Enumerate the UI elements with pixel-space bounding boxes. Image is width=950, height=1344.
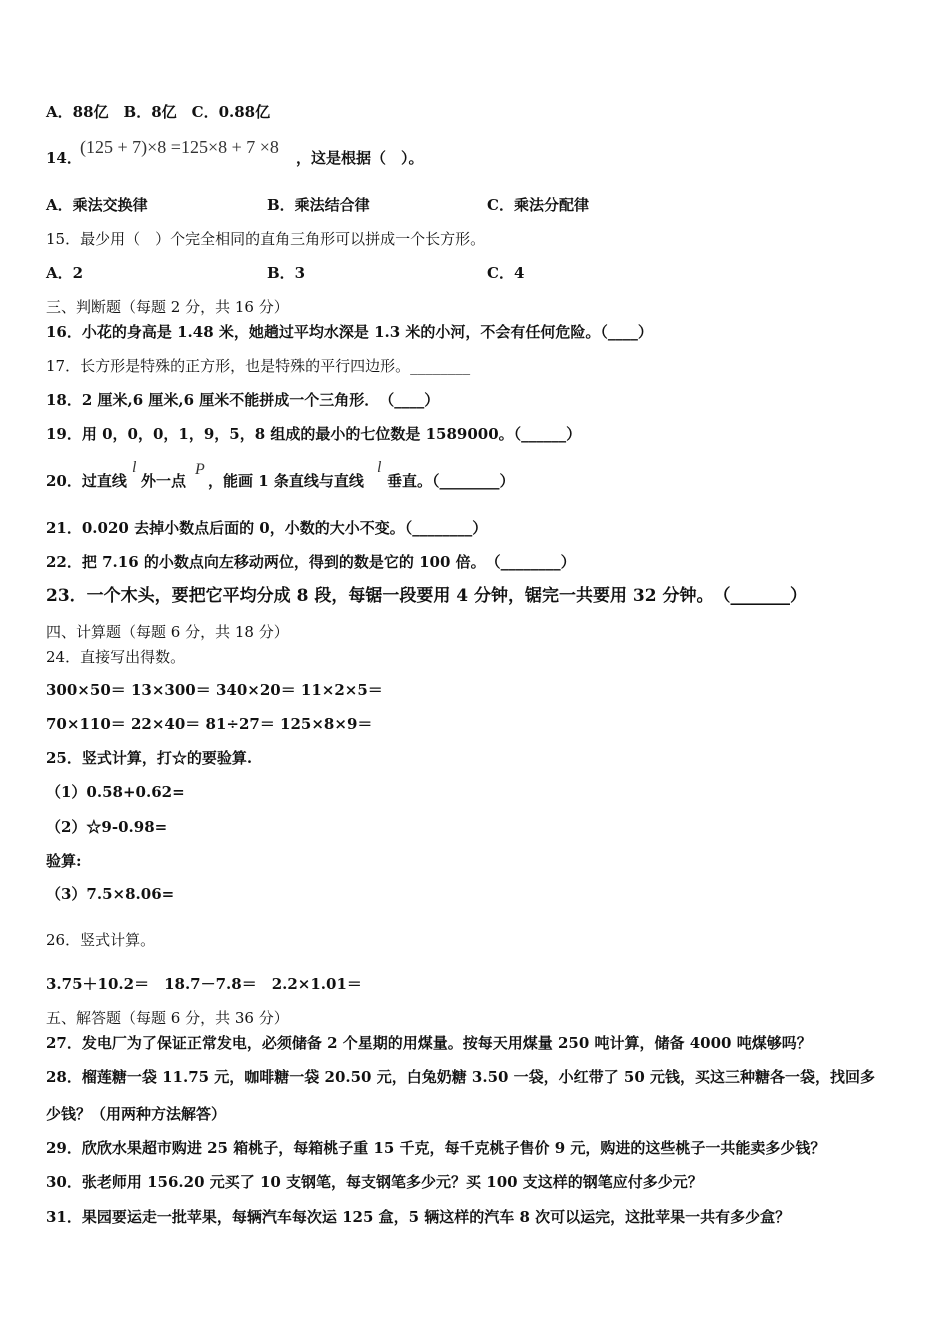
q20-part-b: 外一点 — [141, 472, 187, 490]
section-3-heading: 三、判断题（每题 2 分，共 16 分） — [46, 298, 289, 316]
section-4-heading: 四、计算题（每题 6 分，共 18 分） — [46, 623, 289, 641]
q25-check: 验算: — [46, 852, 82, 870]
q25-item-2: （2）☆9-0.98= — [46, 818, 168, 836]
q14-text: ，这是根据（ ）。 — [296, 149, 424, 167]
question-15: 15．最少用（ ）个完全相同的直角三角形可以拼成一个长方形。 — [46, 230, 486, 248]
question-30: 30．张老师用 156.20 元买了 10 支钢笔，每支钢笔多少元？买 100 支这样的钢笔应付多少元？ — [46, 1173, 703, 1191]
q24-row-2: 70×110＝ 22×40＝ 81÷27＝ 125×8×9＝ — [46, 715, 373, 733]
question-16: 16．小花的身高是 1.48 米，她趟过平均水深是 1.3 米的小河，不会有任何危险。（____） — [46, 323, 653, 341]
q20-var-l: l — [132, 459, 137, 476]
question-22: 22．把 7.16 的小数点向左移动两位，得到的数是它的 100 倍。 （________） — [46, 553, 576, 571]
q24-row-1: 300×50＝ 13×300＝ 340×20＝ 11×2×5＝ — [46, 681, 383, 699]
question-28-line-2: 少钱？（用两种方法解答） — [46, 1105, 227, 1123]
q15-option-c: C．4 — [487, 264, 525, 282]
q20-part-a: 20．过直线 — [46, 472, 127, 490]
q14-option-a: A．乘法交换律 — [46, 196, 148, 214]
question-21: 21．0.020 去掉小数点后面的 0，小数的大小不变。（________） — [46, 519, 488, 537]
question-19: 19．用 0，0，0，1，9，5，8 组成的最小的七位数是 1589000。（______） — [46, 425, 582, 443]
question-24: 24．直接写出得数。 — [46, 648, 186, 666]
q14-number: 14． — [46, 149, 82, 167]
section-5-heading: 五、解答题（每题 6 分，共 36 分） — [46, 1009, 289, 1027]
q14-formula: (125 + 7)×8 =125×8 + 7 ×8 — [80, 137, 279, 157]
question-26: 26．竖式计算。 — [46, 931, 156, 949]
q25-item-3: （3）7.5×8.06= — [46, 885, 175, 903]
question-28-line-1: 28．榴莲糖一袋 11.75 元，咖啡糖一袋 20.50 元，白兔奶糖 3.50 一袋，小红带了 50 元钱，买这三种糖各一袋，找回多 — [46, 1068, 876, 1086]
question-31: 31．果园要运走一批苹果，每辆汽车每次运 125 盒，5 辆这样的汽车 8 次可以运完，这批苹果一共有多少盒？ — [46, 1208, 791, 1226]
q20-part-c: ，能画 1 条直线与直线 — [208, 472, 364, 490]
question-25: 25．竖式计算，打☆的要验算. — [46, 749, 253, 767]
q15-option-a: A．2 — [46, 264, 84, 282]
q20-part-d: 垂直。（________） — [387, 472, 515, 490]
question-29: 29．欣欣水果超市购进 25 箱桃子，每箱桃子重 15 千克，每千克桃子售价 9 元，购进的这些桃子一共能卖多少钱？ — [46, 1139, 826, 1157]
q14-option-c: C．乘法分配律 — [487, 196, 589, 214]
q14-option-b: B．乘法结合律 — [267, 196, 370, 214]
q13-options: A．88亿 B．8亿 C．0.88亿 — [46, 103, 271, 121]
q20-var-p: P — [195, 461, 205, 478]
q15-option-b: B．3 — [267, 264, 306, 282]
q20-var-l2: l — [377, 459, 382, 476]
q25-item-1: （1）0.58+0.62= — [46, 783, 185, 801]
question-27: 27．发电厂为了保证正常发电，必须储备 2 个星期的用煤量。按每天用煤量 250 吨计算，储备 4000 吨煤够吗？ — [46, 1034, 812, 1052]
question-23: 23．一个木头，要把它平均分成 8 段，每锯一段要用 4 分钟，锯完一共要用 32 分钟。 （_______） — [46, 586, 807, 606]
question-17: 17．长方形是特殊的正方形，也是特殊的平行四边形。________ — [46, 357, 471, 375]
q26-row: 3.75＋10.2＝ 18.7－7.8＝ 2.2×1.01＝ — [46, 975, 362, 993]
question-18: 18．2 厘米,6 厘米,6 厘米不能拼成一个三角形． （____） — [46, 391, 440, 409]
